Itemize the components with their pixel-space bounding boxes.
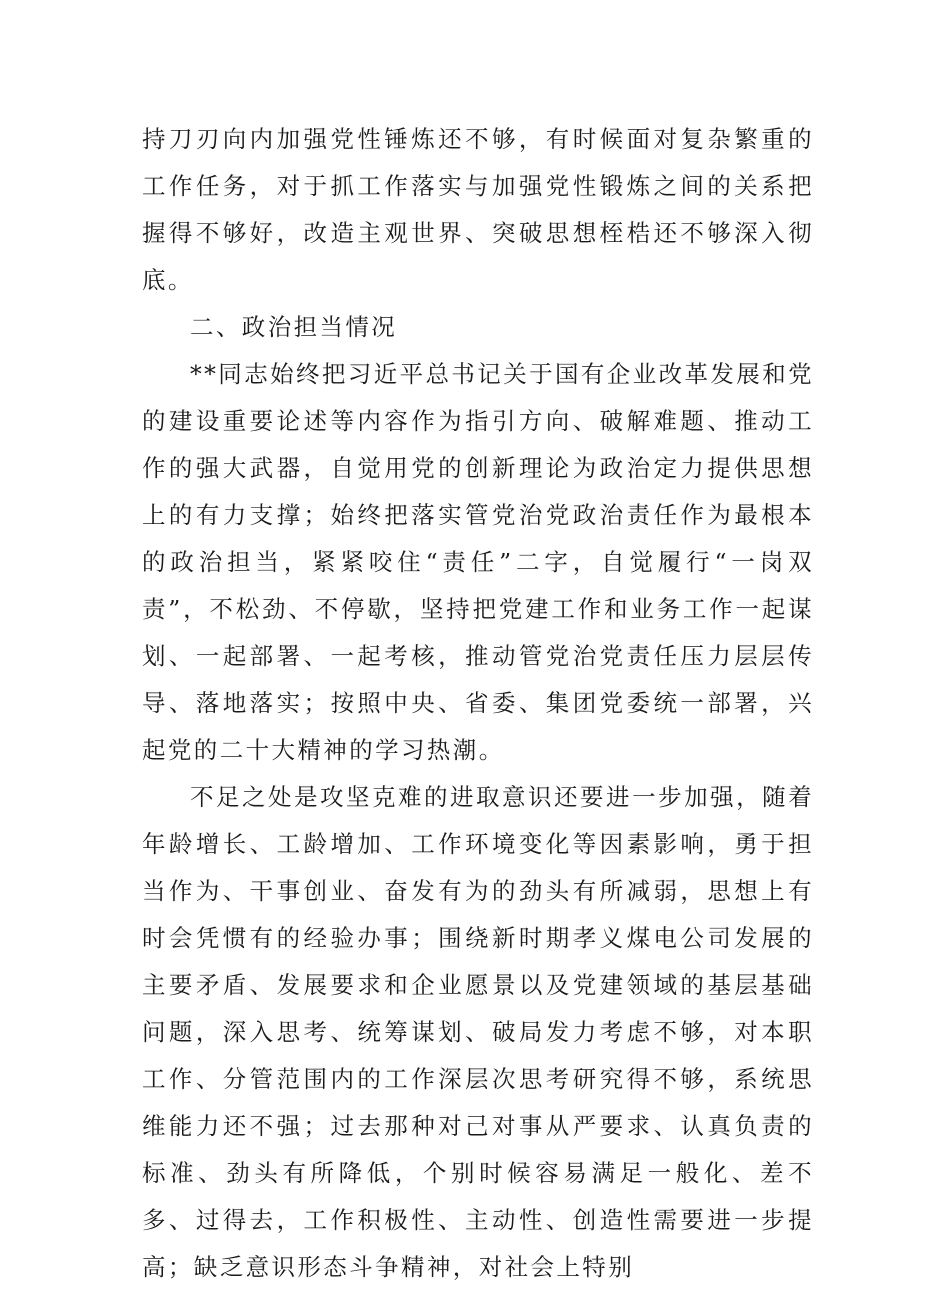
paragraph-shortcomings: 不足之处是攻坚克难的进取意识还要进一步加强，随着年龄增长、工龄增加、工作环境变化等因素影响，勇于担当作为、干事创业、奋发有为的劲头有所减弱，思想上有时会凭惯有的经验办事；围绕新时期孝义煤电公司发展的主要矛盾、发展要求和企业愿景以及党建领域的基层基础问题，深入思考、统筹谋划、破局发力考虑不够，对本职工作、分管范围内的工作深层次思考研究得不够，系统思维能力还不强；过去那种对己对事从严要求、认真负责的标准、劲头有所降低，个别时候容易满足一般化、差不多、过得去，工作积极性、主动性、创造性需要进一步提高；缺乏意识形态斗争精神，对社会上特别 xyxy=(142,783,814,1281)
document-body xyxy=(142,116,814,1291)
paragraph-continuation: 持刀刃向内加强党性锤炼还不够，有时候面对复杂繁重的工作任务，对于抓工作落实与加强党性锻炼之间的关系把握得不够好，改造主观世界、突破思想桎梏还不够深入彻底。 xyxy=(142,125,814,294)
section-heading: 二、政治担当情况 xyxy=(190,313,398,341)
paragraph-political-responsibility: **同志始终把习近平总书记关于国有企业改革发展和党的建设重要论述等内容作为指引方向、破解难题、推动工作的强大武器，自觉用党的创新理论为政治定力提供思想上的有力支撑；始终把落实管党治党政治责任作为最根本的政治担当，紧紧咬住“责任”二字，自觉履行“一岗双责”，不松劲、不停歇，坚持把党建工作和业务工作一起谋划、一起部署、一起考核，推动管党治党责任压力层层传导、落地落实；按照中央、省委、集团党委统一部署，兴起党的二十大精神的学习热潮。 xyxy=(142,360,814,764)
